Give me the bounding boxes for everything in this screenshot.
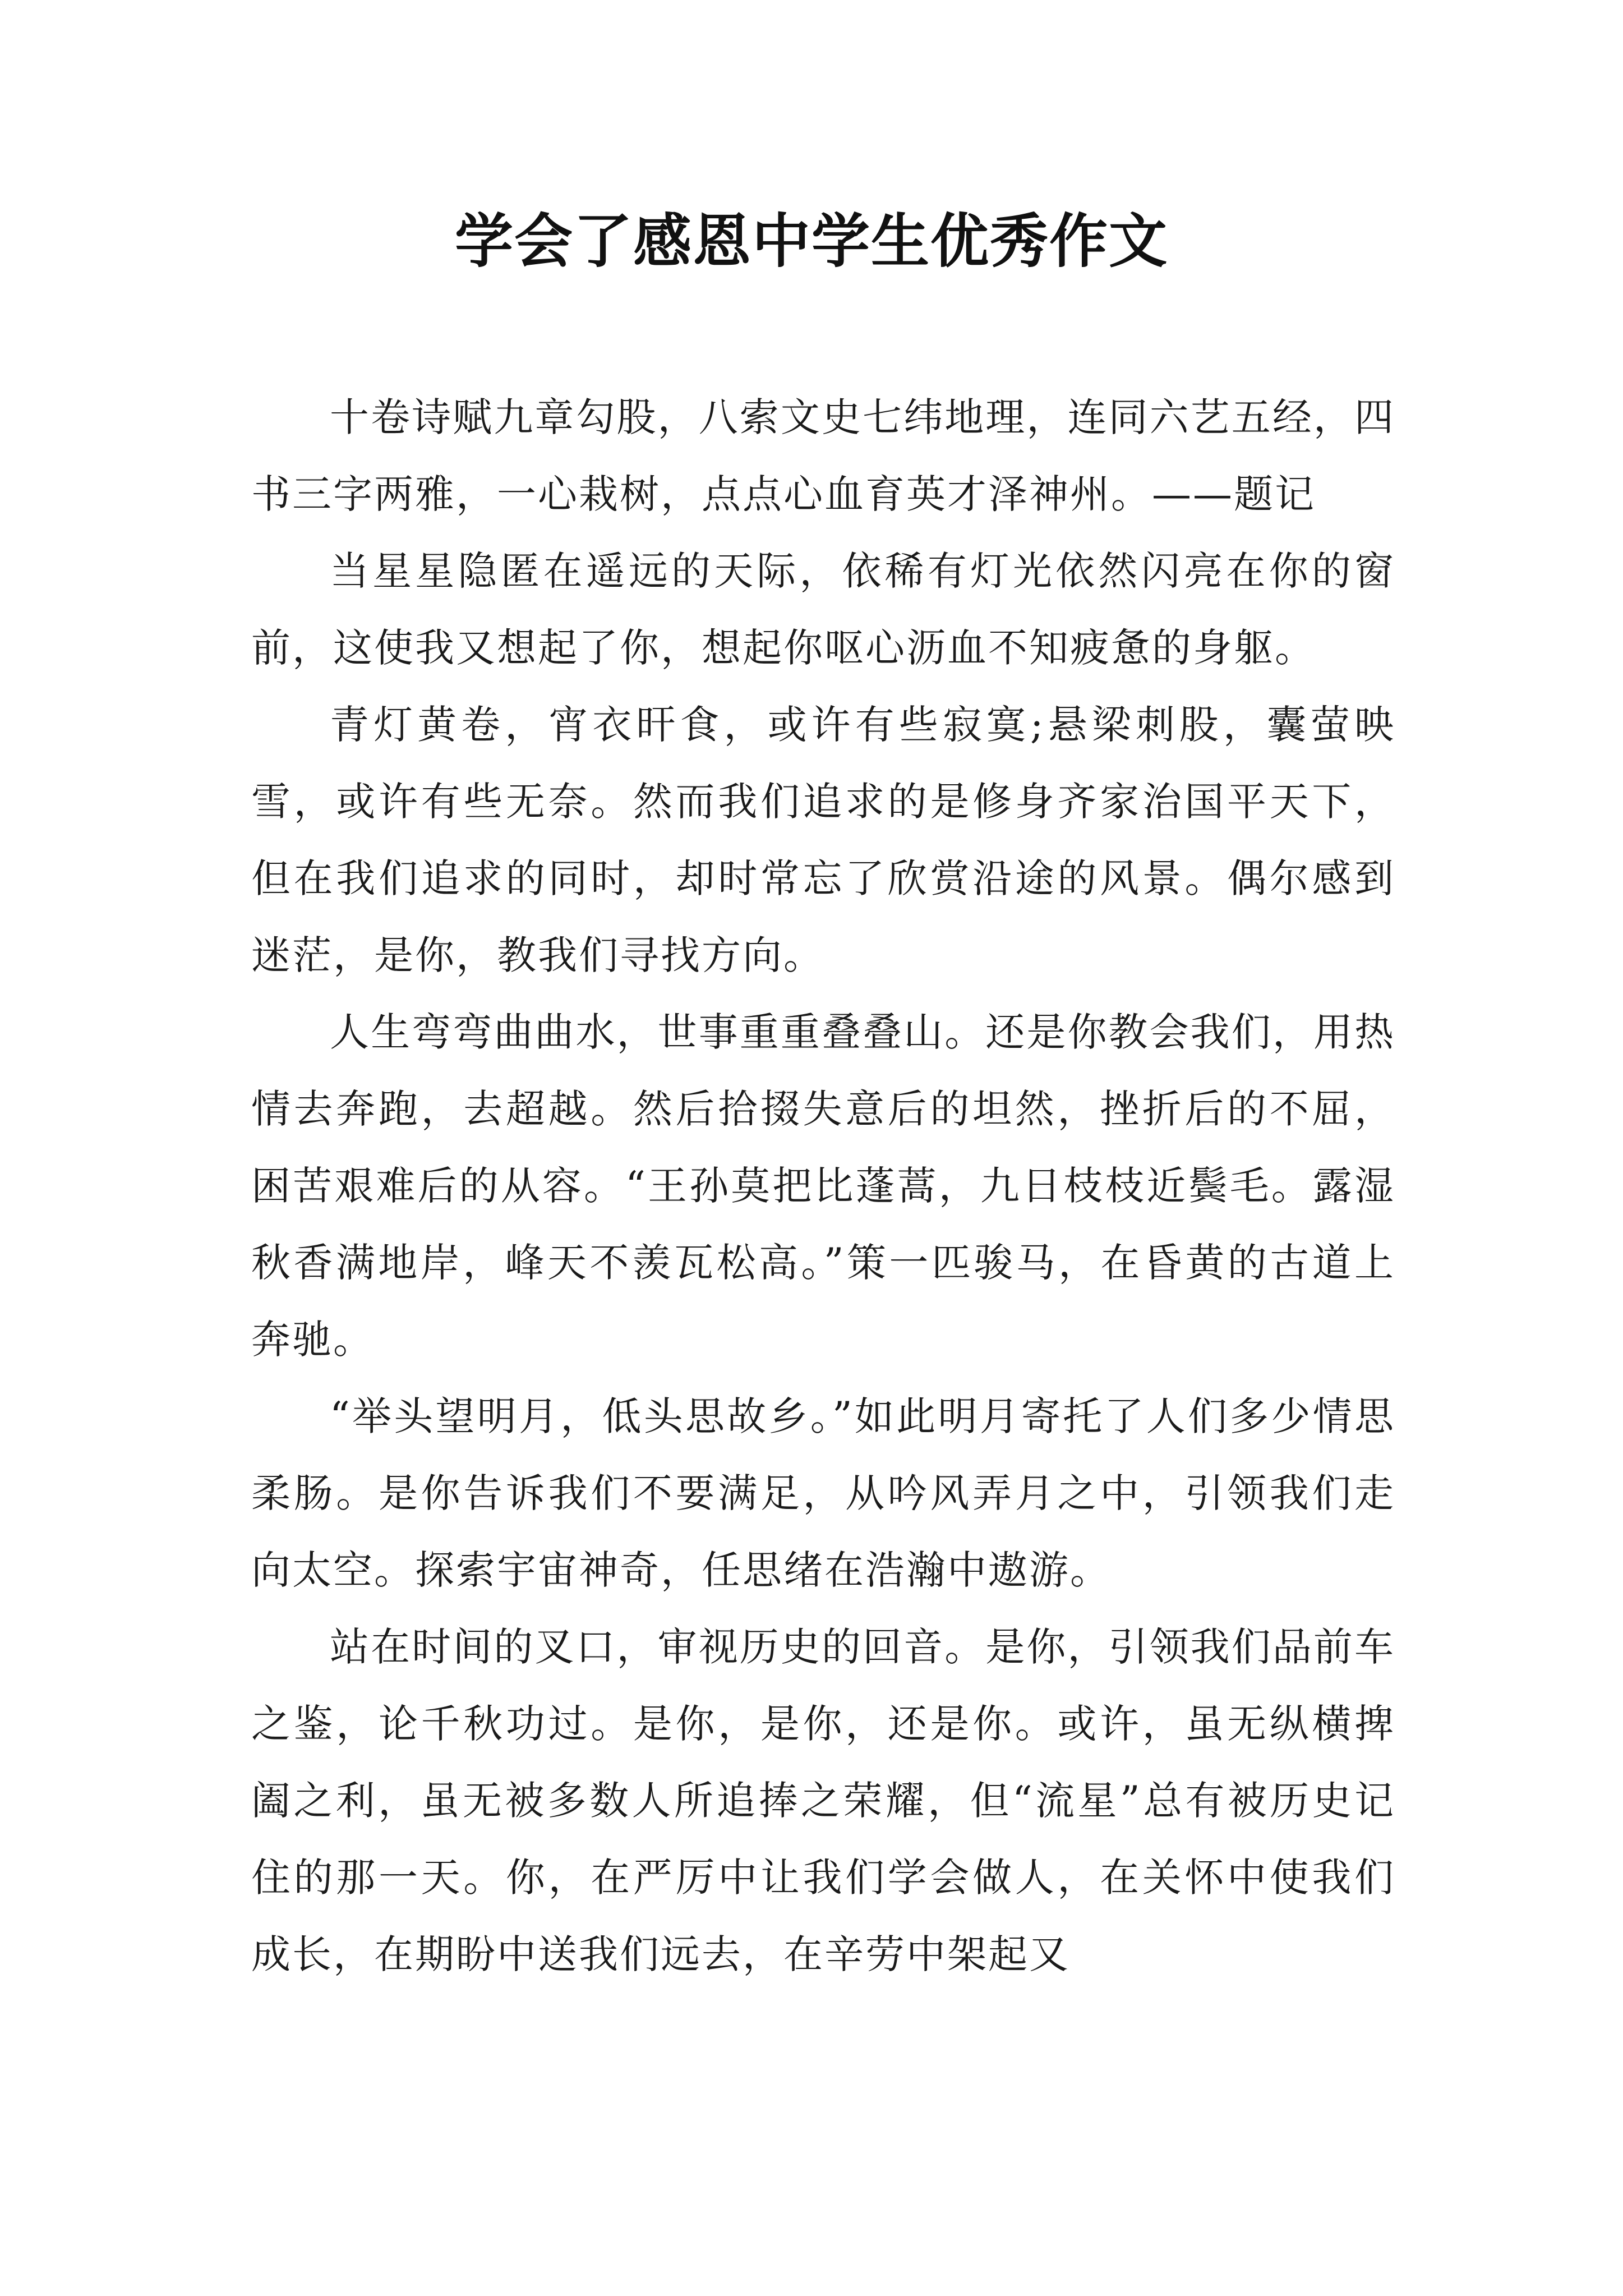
paragraph: 当星星隐匿在遥远的天际，依稀有灯光依然闪亮在你的窗前，这使我又想起了你，想起你呕心沥血不知疲惫的身躯。 [251,548,1395,671]
paragraph: 站在时间的叉口，审视历史的回音。是你，引领我们品前车之鉴，论千秋功过。是你，是你，还是你。或许，虽无纵横捭阖之利，虽无被多数人所追捧之荣耀，但“流星”总有被历史记住的那一天。你，在严厉中让我们学会做人，在关怀中使我们成长，在期盼中送我们远去，在辛劳中架起又 [251,1624,1395,1977]
paragraph: “举头望明月，低头思故乡。”如此明月寄托了人们多少情思柔肠。是你告诉我们不要满足，从吟风弄月之中，引领我们走向太空。探索宇宙神奇，任思绪在浩瀚中遨游。 [251,1393,1395,1593]
document-body [251,379,1395,1993]
document-title: 学会了感恩中学生优秀作文 [454,207,1168,275]
paragraph: 青灯黄卷，宵衣旰食，或许有些寂寞;悬梁刺股，囊萤映雪，或许有些无奈。然而我们追求的是修身齐家治国平天下，但在我们追求的同时，却时常忘了欣赏沿途的风景。偶尔感到迷茫，是你，教我们寻找方向。 [251,702,1395,978]
paragraph: 人生弯弯曲曲水，世事重重叠叠山。还是你教会我们，用热情去奔跑，去超越。然后拾掇失意后的坦然，挫折后的不屈，困苦艰难后的从容。“王孙莫把比蓬蒿，九日枝枝近鬓毛。露湿秋香满地岸，峰天不羡瓦松高。”策一匹骏马，在昏黄的古道上奔驰。 [251,1009,1395,1363]
paragraph-epigraph: 十卷诗赋九章勾股，八索文史七纬地理，连同六艺五经，四书三字两雅，一心栽树，点点心血育英才泽神州。——题记 [251,394,1395,517]
